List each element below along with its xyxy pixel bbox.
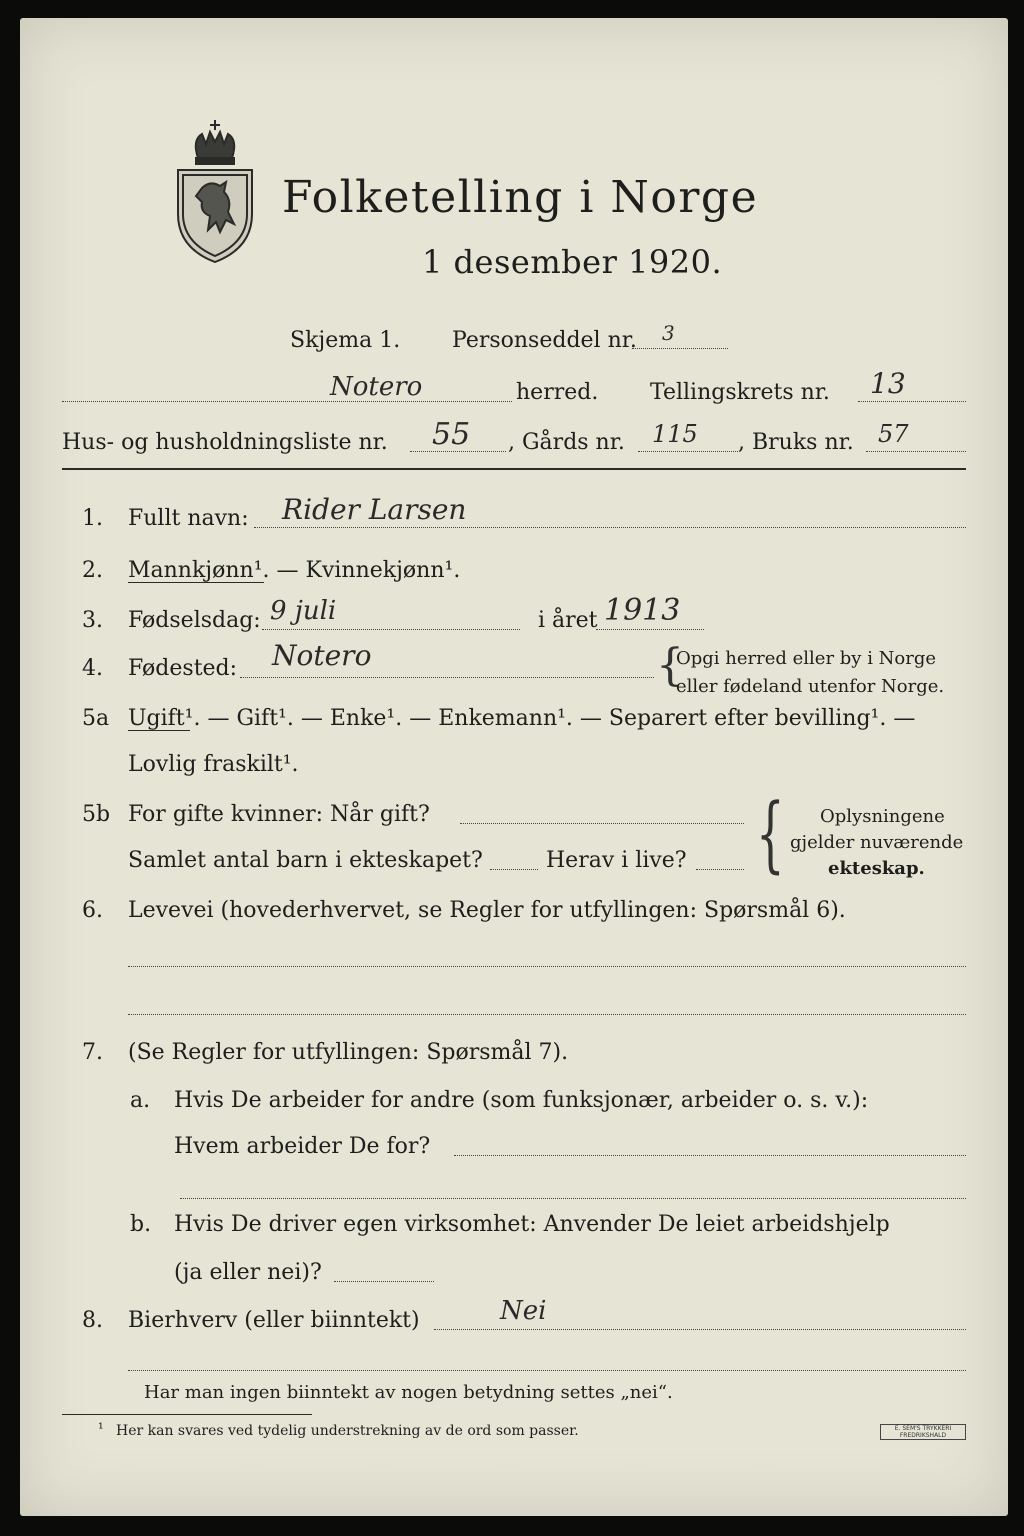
gards-label: , Gårds nr. [508, 430, 625, 455]
herred-line [62, 401, 512, 402]
q7a-label2: Hvem arbeider De for? [174, 1134, 431, 1159]
personseddel-value[interactable]: 3 [662, 321, 675, 345]
side-income-value[interactable]: Nei [500, 1296, 547, 1326]
gards-line [638, 451, 738, 452]
birth-year-label: i året [538, 608, 598, 633]
hired-help-line[interactable] [334, 1281, 434, 1282]
side-income-note: Har man ingen biinntekt av nogen betydning settes „nei“. [144, 1382, 673, 1403]
q8-number: 8. [82, 1308, 103, 1333]
marital-status-options-2[interactable]: Lovlig fraskilt¹. [128, 752, 299, 777]
gards-value[interactable]: 115 [652, 420, 698, 448]
herred-label: herred. [516, 380, 599, 405]
q1-label: Fullt navn: [128, 506, 249, 531]
gender-options[interactable]: Mannkjønn¹. — Kvinnekjønn¹. [128, 558, 461, 583]
occupation-line-1[interactable] [128, 966, 966, 967]
q5b-brace: { [756, 787, 785, 882]
personseddel-line [632, 348, 728, 349]
q5b-label3: Herav i live? [546, 848, 687, 873]
q2-number: 2. [82, 558, 103, 583]
tellingskrets-value[interactable]: 13 [870, 367, 906, 400]
full-name-value[interactable]: Rider Larsen [282, 493, 467, 526]
census-date: 1 desember 1920. [422, 243, 723, 281]
q5b-note3: ekteskap. [828, 858, 925, 879]
header-divider [62, 468, 966, 470]
personseddel-label: Personseddel nr. [452, 328, 637, 353]
side-income-line [434, 1329, 966, 1330]
q7-label: (Se Regler for utfyllingen: Spørsmål 7). [128, 1040, 569, 1065]
birth-year-line [596, 629, 704, 630]
children-alive-line [696, 869, 744, 870]
q4-label: Fødested: [128, 656, 238, 681]
skjema-label: Skjema 1. [290, 328, 401, 353]
printer-stamp: E. SEM'S TRYKKERI FREDRIKSHALD [880, 1424, 966, 1440]
q5b-number: 5b [82, 802, 111, 827]
form-title: Folketelling i Norge [282, 172, 759, 223]
norwegian-coat-of-arms-icon [170, 116, 260, 266]
q4-note-line2: eller fødeland utenfor Norge. [676, 676, 945, 697]
herred-value[interactable]: Notero [330, 372, 423, 402]
q5b-note2: gjelder nuværende [790, 832, 964, 853]
birthplace-value[interactable]: Notero [272, 639, 372, 672]
marital-underline [128, 730, 190, 731]
bruks-line [866, 451, 966, 452]
q7b-letter: b. [130, 1212, 152, 1237]
q5a-number: 5a [82, 706, 110, 731]
employer-line[interactable] [454, 1155, 966, 1156]
children-count-line [490, 869, 538, 870]
q8-label: Bierhverv (eller biinntekt) [128, 1308, 420, 1333]
q1-line [254, 527, 966, 528]
husliste-value[interactable]: 55 [432, 417, 471, 452]
q7a-label: Hvis De arbeider for andre (som funksjonær, arbeider o. s. v.): [174, 1088, 869, 1113]
birthplace-line [240, 677, 654, 678]
q5b-note1: Oplysningene [820, 806, 945, 827]
birth-year-value[interactable]: 1913 [604, 593, 681, 628]
q7b-label: Hvis De driver egen virksomhet: Anvender De leiet arbeidshjelp [174, 1212, 890, 1237]
bruks-label: , Bruks nr. [738, 430, 854, 455]
footnote-text: Her kan svares ved tydelig understrekning av de ord som passer. [116, 1423, 579, 1439]
side-income-line-2[interactable] [128, 1370, 966, 1371]
employer-line-2[interactable] [180, 1198, 966, 1199]
tellingskrets-label: Tellingskrets nr. [650, 380, 830, 405]
census-form [20, 18, 1008, 1516]
q6-label: Levevei (hovederhvervet, se Regler for utfyllingen: Spørsmål 6). [128, 898, 846, 923]
occupation-line-2[interactable] [128, 1014, 966, 1015]
q1-number: 1. [82, 506, 103, 531]
q4-note-line1: Opgi herred eller by i Norge [676, 648, 937, 669]
q7b-label2: (ja eller nei)? [174, 1260, 322, 1285]
q5b-label1: For gifte kvinner: Når gift? [128, 802, 430, 827]
birthday-value[interactable]: 9 juli [270, 596, 337, 626]
bruks-value[interactable]: 57 [878, 420, 909, 448]
q4-brace: { [656, 640, 684, 691]
married-when-line [460, 823, 744, 824]
q5b-label2: Samlet antal barn i ekteskapet? [128, 848, 483, 873]
gender-underline [128, 582, 264, 583]
marital-status-options[interactable]: Ugift¹. — Gift¹. — Enke¹. — Enkemann¹. — Separert efter bevilling¹. — [128, 706, 916, 731]
q4-number: 4. [82, 656, 103, 681]
footnote-divider [62, 1414, 312, 1415]
q7-number: 7. [82, 1040, 103, 1065]
tellingskrets-line [858, 401, 966, 402]
q6-number: 6. [82, 898, 103, 923]
q3-label: Fødselsdag: [128, 608, 261, 633]
q7a-letter: a. [130, 1088, 151, 1113]
footnote-mark: ¹ [98, 1421, 104, 1437]
q3-number: 3. [82, 608, 103, 633]
husliste-label: Hus- og husholdningsliste nr. [62, 430, 388, 455]
birthday-line [262, 629, 520, 630]
